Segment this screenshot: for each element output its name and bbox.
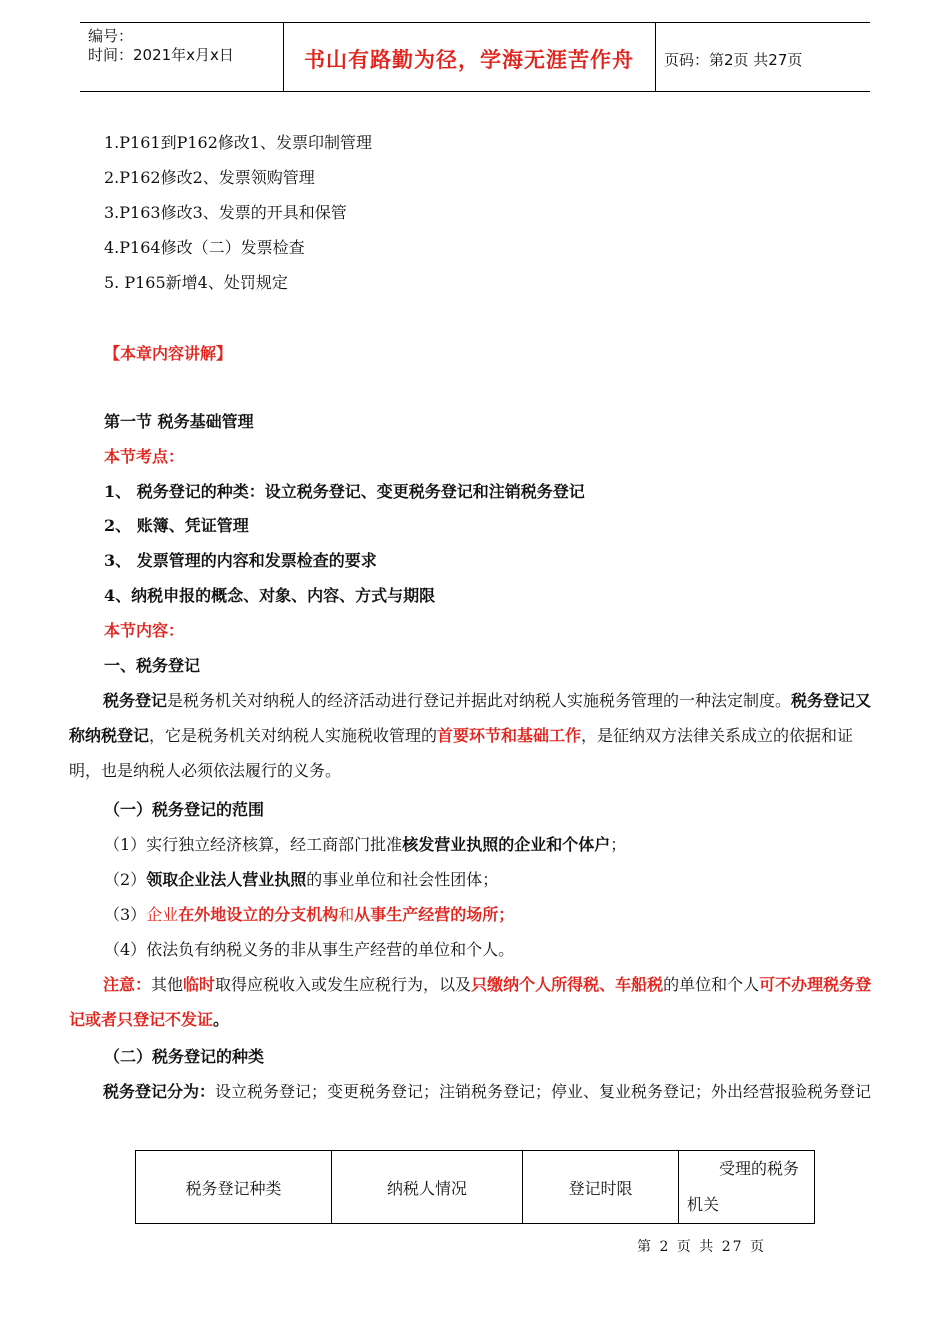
term: 税务登记分为： — [103, 1082, 216, 1101]
term: 税务登记 — [103, 691, 168, 710]
exam-point: 1、 税务登记的种类：设立税务登记、变更税务登记和注销税务登记 — [104, 482, 585, 501]
number-label: 编号： — [88, 27, 134, 45]
highlight: 和 — [338, 905, 355, 924]
table-header-cell: 纳税人情况 — [332, 1151, 523, 1224]
table-header-cell: 税务登记种类 — [136, 1151, 332, 1224]
header-motto: 书山有路勤为径，学海无涯苦作舟 — [304, 48, 634, 72]
time-label: 时间：2021年x月x日 — [88, 46, 234, 64]
scope-item — [104, 905, 514, 925]
highlight: 首要环节和基础工作 — [437, 726, 582, 745]
change-item: 2.P162修改2、发票领购管理 — [104, 168, 315, 187]
text: 其他 — [151, 975, 184, 994]
table-header-cell: 登记时限 — [523, 1151, 679, 1224]
header-line: 机关 — [687, 1195, 720, 1214]
content-label: 本节内容： — [104, 621, 185, 640]
note-paragraph — [69, 967, 884, 1037]
highlight: 可不办理税务登记或者只登记不发证 — [69, 975, 872, 1029]
text: ，是征纳双方法律关系成立的依据和证明，也是纳税人必须依法履行的义务。 — [69, 726, 854, 780]
header-divider — [655, 23, 656, 91]
text: 设立税务登记；变更税务登记；注销税务登记；停业、复业税务登记；外出经营报验税务登记 — [215, 1082, 872, 1101]
table-header-cell — [679, 1151, 815, 1224]
types-heading: （二）税务登记的种类 — [104, 1047, 265, 1066]
text: 。 — [213, 1010, 230, 1029]
term: 领取企业法人营业执照 — [146, 870, 307, 889]
text: 取得应税收入或发生应税行为，以及 — [215, 975, 472, 994]
scope-item — [104, 835, 626, 855]
text: （3） — [104, 905, 147, 924]
exam-point: 4、纳税申报的概念、对象、内容、方式与期限 — [104, 586, 436, 605]
exam-point: 3、 发票管理的内容和发票检查的要求 — [104, 551, 377, 570]
exam-point: 2、 账簿、凭证管理 — [104, 516, 249, 535]
header-page-info: 页码：第2页 共27页 — [664, 51, 803, 69]
exam-points-label: 本节考点： — [104, 447, 185, 466]
definition-paragraph — [69, 683, 884, 788]
text: 的事业单位和社会性团体； — [306, 870, 499, 889]
highlight: 临时 — [183, 975, 216, 994]
text: 的单位和个人 — [663, 975, 760, 994]
registration-table — [135, 1150, 815, 1224]
chapter-heading: 【本章内容讲解】 — [104, 344, 233, 363]
change-item: 1.P161到P162修改1、发票印制管理 — [104, 133, 373, 152]
scope-heading: （一）税务登记的范围 — [104, 800, 265, 819]
table-header-row — [136, 1151, 815, 1224]
text: ，它是税务机关对纳税人实施税收管理的 — [149, 726, 438, 745]
highlight: 从事生产经营的场所； — [354, 905, 515, 924]
text: （1）实行独立经济核算，经工商部门批准 — [104, 835, 403, 854]
text: （2） — [104, 870, 147, 889]
page-header — [80, 22, 870, 92]
term: 税务登记又称纳税登记 — [69, 691, 872, 745]
header-line: 受理的税务 — [719, 1159, 800, 1178]
change-item: 3.P163修改3、发票的开具和保管 — [104, 203, 347, 222]
scope-item: （4）依法负有纳税义务的非从事生产经营的单位和个人。 — [104, 940, 515, 959]
text: 是税务机关对纳税人的经济活动进行登记并据此对纳税人实施税务管理的一种法定制度。 — [167, 691, 792, 710]
change-item: 5. P165新增4、处罚规定 — [104, 273, 288, 292]
page-footer: 第 2 页 共 27 页 — [637, 1239, 766, 1255]
term: 核发营业执照的企业和个体户 — [402, 835, 611, 854]
section-title: 第一节 税务基础管理 — [104, 412, 254, 431]
highlight: 企业 — [146, 905, 179, 924]
scope-item — [104, 870, 498, 890]
highlight: 在外地设立的分支机构 — [178, 905, 339, 924]
note-label: 注意： — [103, 975, 152, 994]
highlight: 只缴纳个人所得税、车船税 — [471, 975, 664, 994]
subheading-registration: 一、税务登记 — [104, 656, 201, 675]
change-item: 4.P164修改（二）发票检查 — [104, 238, 305, 257]
types-paragraph — [69, 1074, 884, 1109]
text: ； — [610, 835, 627, 854]
header-meta — [88, 27, 234, 65]
